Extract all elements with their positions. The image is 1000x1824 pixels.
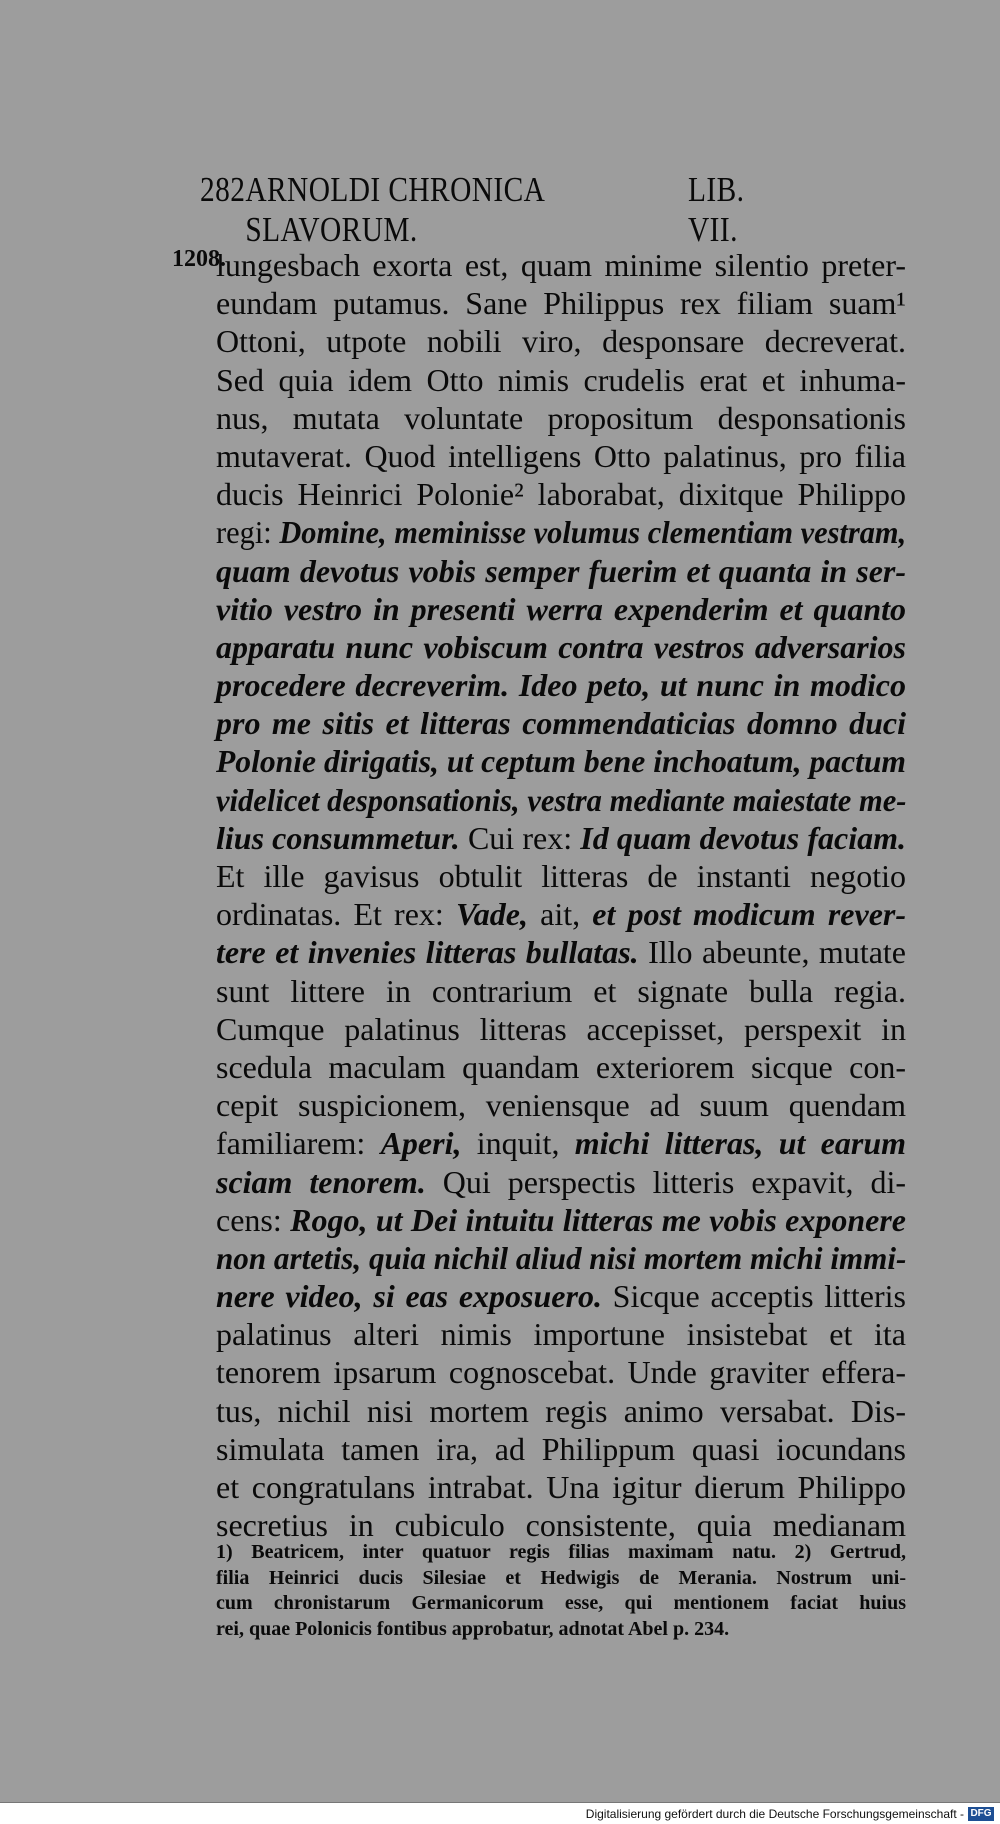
text-segment: ordinatas. Et rex: [216, 896, 456, 933]
text-line [216, 1086, 906, 1124]
text-line [216, 781, 906, 819]
italic-text-segment: videlicet desponsationis, vestra mediante maiestate me- [216, 781, 907, 818]
text-line [216, 1353, 906, 1391]
text-segment: eundam putamus. Sane Philippus rex filiam suam¹ [216, 285, 906, 322]
italic-text-segment: vitio vestro in presenti werra expenderim et quanto [216, 590, 906, 627]
text-segment: scedula maculam quandam exteriorem sicque con- [216, 1048, 906, 1085]
text-line [216, 552, 906, 590]
text-segment: simulata tamen ira, ad Philippum quasi iocundans [216, 1430, 906, 1467]
italic-text-segment: Polonie dirigatis, ut ceptum bene inchoatum, pactum [216, 743, 906, 780]
text-line [216, 1315, 906, 1353]
text-segment: Illo abeunte, mutate [638, 934, 907, 971]
text-line [216, 246, 906, 284]
text-line [216, 437, 906, 475]
text-line [216, 628, 906, 666]
text-line [216, 857, 906, 895]
text-segment: Cumque palatinus litteras accepisset, perspexit in [216, 1010, 906, 1047]
italic-text-segment: sciam tenorem. [216, 1163, 426, 1200]
text-segment: Sed quia idem Otto nimis crudelis erat et inhuma- [216, 361, 906, 398]
text-segment: cens: [216, 1201, 291, 1238]
text-line [216, 933, 906, 971]
text-line [216, 590, 906, 628]
footer-bar [0, 1802, 1000, 1824]
text-line [216, 475, 906, 513]
footnote-line: rei, quae Polonicis fontibus approbatur, adnotat Abel p. 234. [216, 1617, 730, 1640]
text-line [216, 284, 906, 322]
italic-text-segment: quam devotus vobis semper fuerim et quanta in ser- [216, 552, 906, 589]
text-line [216, 1163, 906, 1201]
italic-text-segment: apparatu nunc vobiscum contra vestros adversarios [216, 628, 906, 665]
text-segment: secretius in cubiculo consistente, quia medianam [216, 1507, 906, 1544]
italic-text-segment: Aperi, [380, 1125, 462, 1162]
text-segment: tus, nichil nisi mortem regis animo versabat. Dis- [216, 1392, 906, 1429]
page-number: 282 [200, 170, 246, 209]
italic-text-segment: Rogo, ut Dei intuitu litteras me vobis exponere [290, 1201, 907, 1238]
text-segment: sunt littere in contrarium et signate bulla regia. [216, 972, 906, 1009]
italic-text-segment: nere video, si eas exposuero. [216, 1278, 602, 1315]
footnotes [216, 1540, 906, 1642]
dfg-logo: DFG [968, 1807, 994, 1821]
footnote-line: filia Heinrici ducis Silesiae et Hedwigis de Merania. Nostrum uni- [216, 1566, 906, 1589]
italic-text-segment: et post modicum rever- [592, 896, 906, 933]
text-segment: Cui rex: [459, 819, 581, 856]
text-line [216, 1506, 906, 1544]
text-line [216, 819, 906, 857]
text-line [216, 1048, 906, 1086]
text-line [216, 322, 906, 360]
text-line [216, 1430, 906, 1468]
text-segment: familiarem: [216, 1125, 381, 1162]
text-segment: cepit suspicionem, veniensque ad suum quendam [216, 1087, 906, 1124]
text-line [216, 666, 906, 704]
italic-text-segment: pro me sitis et litteras commendaticias domno duci [216, 705, 906, 742]
main-text [172, 246, 907, 1544]
text-segment: nus, mutata voluntate propositum desponsationis [216, 399, 906, 436]
italic-text-segment: michi litteras, ut earum [574, 1125, 907, 1162]
footnote-line: 1) Beatricem, inter quatuor regis filias maximam natu. 2) Gertrud, [216, 1541, 906, 1563]
text-segment: regi: [216, 514, 280, 551]
text-line [216, 1277, 906, 1315]
text-line [216, 1201, 906, 1239]
text-line [216, 513, 906, 551]
text-line [216, 742, 906, 780]
text-segment: ait, [527, 896, 593, 933]
text-line [216, 1124, 906, 1162]
text-segment: et congratulans intrabat. Una igitur dierum Philippo [216, 1469, 906, 1505]
text-segment: palatinus alteri nimis importune insistebat et ita [216, 1316, 906, 1353]
running-title: ARNOLDI CHRONICA SLAVORUM. [245, 170, 544, 249]
text-segment: Et ille gavisus obtulit litteras de instanti negotio [216, 858, 906, 894]
text-segment: Sicque acceptis litteris [601, 1278, 906, 1315]
italic-text-segment: Domine, meminisse volumus clementiam vestram, [279, 514, 907, 551]
book-label: LIB. VII. [688, 170, 745, 249]
italic-text-segment: non artetis, quia nichil aliud nisi mortem michi immi- [216, 1239, 907, 1276]
text-segment: ducis Heinrici Polonie² laborabat, dixitque Philippo [216, 476, 906, 513]
text-line [216, 1468, 906, 1506]
italic-text-segment: lius consummetur. [216, 819, 460, 856]
page-header [200, 170, 793, 250]
margin-year: 1208. [172, 246, 226, 272]
text-segment: tenorem ipsarum cognoscebat. Unde graviter effera- [216, 1354, 906, 1391]
text-segment: Qui perspectis litteris expavit, di- [425, 1163, 907, 1200]
text-line [216, 1239, 906, 1277]
text-segment: lungesbach exorta est, quam minime silentio preter- [216, 247, 906, 283]
footnote-line: cum chronistarum Germanicorum esse, qui mentionem faciat huius [216, 1592, 906, 1614]
text-segment: Ottoni, utpote nobili viro, desponsare decreverat. [216, 323, 906, 360]
text-line [216, 895, 906, 933]
italic-text-segment: Vade, [455, 896, 528, 933]
text-line [216, 972, 906, 1010]
italic-text-segment: tere et invenies litteras bullatas. [216, 934, 639, 971]
text-line [216, 361, 906, 399]
text-line [216, 704, 906, 742]
text-line [216, 1010, 906, 1048]
digitization-credit: Digitalisierung gefördert durch die Deutsche Forschungsgemeinschaft - [585, 1807, 964, 1821]
text-segment: inquit, [461, 1125, 575, 1162]
text-line [216, 399, 906, 437]
text-line [216, 1392, 906, 1430]
italic-text-segment: procedere decreverim. Ideo peto, ut nunc in modico [216, 667, 906, 704]
italic-text-segment: Id quam devotus faciam. [580, 819, 907, 856]
text-segment: mutaverat. Quod intelligens Otto palatinus, pro filia [216, 437, 906, 474]
